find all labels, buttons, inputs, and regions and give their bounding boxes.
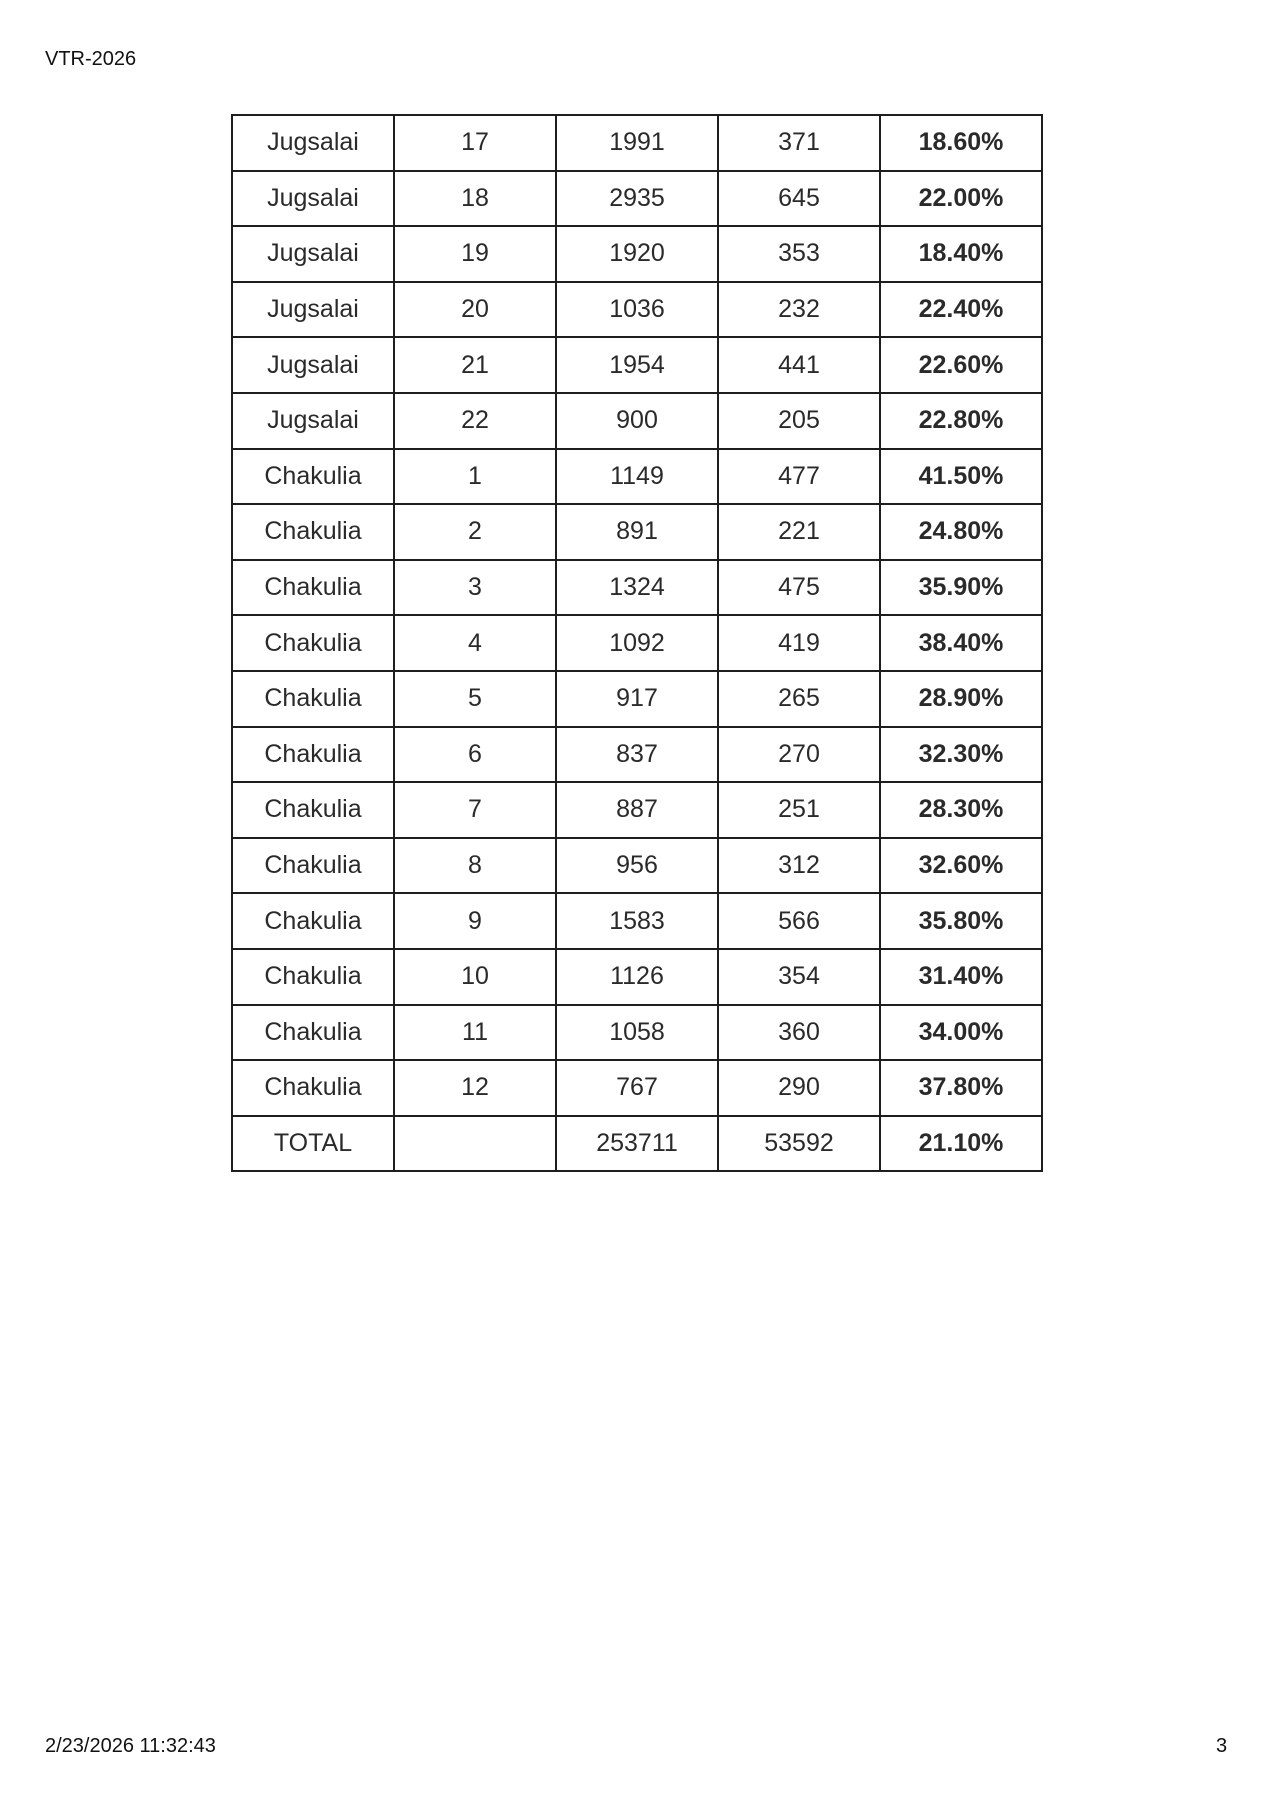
cell-count: 475 bbox=[718, 560, 880, 616]
cell-block: Chakulia bbox=[232, 560, 394, 616]
cell-percent: 18.60% bbox=[880, 115, 1042, 171]
cell-number: 19 bbox=[394, 226, 556, 282]
cell-total: 837 bbox=[556, 727, 718, 783]
cell-block: Chakulia bbox=[232, 615, 394, 671]
cell-percent: 22.40% bbox=[880, 282, 1042, 338]
cell-block: Jugsalai bbox=[232, 282, 394, 338]
cell-number: 20 bbox=[394, 282, 556, 338]
cell-number: 8 bbox=[394, 838, 556, 894]
cell-count: 265 bbox=[718, 671, 880, 727]
table-row bbox=[232, 115, 1042, 171]
cell-count: 221 bbox=[718, 504, 880, 560]
cell-count: 566 bbox=[718, 893, 880, 949]
cell-block: Jugsalai bbox=[232, 171, 394, 227]
cell-count: 419 bbox=[718, 615, 880, 671]
cell-count: 354 bbox=[718, 949, 880, 1005]
cell-block: Chakulia bbox=[232, 1005, 394, 1061]
cell-number: 12 bbox=[394, 1060, 556, 1116]
table-row bbox=[232, 282, 1042, 338]
cell-block: Chakulia bbox=[232, 449, 394, 505]
cell-total: 1920 bbox=[556, 226, 718, 282]
table-total-row bbox=[232, 1116, 1042, 1172]
cell-total: 1583 bbox=[556, 893, 718, 949]
table-row bbox=[232, 782, 1042, 838]
document-header-title: VTR-2026 bbox=[45, 48, 137, 70]
cell-percent: 22.00% bbox=[880, 171, 1042, 227]
table-row bbox=[232, 1005, 1042, 1061]
cell-total: 900 bbox=[556, 393, 718, 449]
cell-count: 290 bbox=[718, 1060, 880, 1116]
table-row bbox=[232, 560, 1042, 616]
cell-count: 645 bbox=[718, 171, 880, 227]
cell-percent: 18.40% bbox=[880, 226, 1042, 282]
cell-count: 270 bbox=[718, 727, 880, 783]
cell-number: 7 bbox=[394, 782, 556, 838]
total-count: 53592 bbox=[718, 1116, 880, 1172]
cell-total: 1991 bbox=[556, 115, 718, 171]
cell-percent: 32.30% bbox=[880, 727, 1042, 783]
cell-block: Jugsalai bbox=[232, 337, 394, 393]
table-row bbox=[232, 504, 1042, 560]
cell-total: 887 bbox=[556, 782, 718, 838]
table-row bbox=[232, 615, 1042, 671]
cell-count: 371 bbox=[718, 115, 880, 171]
cell-number: 4 bbox=[394, 615, 556, 671]
cell-percent: 22.80% bbox=[880, 393, 1042, 449]
cell-block: Chakulia bbox=[232, 893, 394, 949]
cell-number: 22 bbox=[394, 393, 556, 449]
cell-count: 360 bbox=[718, 1005, 880, 1061]
cell-count: 232 bbox=[718, 282, 880, 338]
cell-percent: 37.80% bbox=[880, 1060, 1042, 1116]
footer-timestamp: 2/23/2026 11:32:43 bbox=[45, 1735, 216, 1757]
cell-block: Chakulia bbox=[232, 949, 394, 1005]
table-row bbox=[232, 838, 1042, 894]
total-sum: 253711 bbox=[556, 1116, 718, 1172]
total-number bbox=[394, 1116, 556, 1172]
table-row bbox=[232, 1060, 1042, 1116]
cell-block: Chakulia bbox=[232, 671, 394, 727]
cell-block: Jugsalai bbox=[232, 115, 394, 171]
cell-total: 1324 bbox=[556, 560, 718, 616]
cell-number: 10 bbox=[394, 949, 556, 1005]
cell-total: 956 bbox=[556, 838, 718, 894]
cell-number: 5 bbox=[394, 671, 556, 727]
cell-block: Chakulia bbox=[232, 727, 394, 783]
table-body bbox=[232, 115, 1042, 1171]
table-row bbox=[232, 337, 1042, 393]
cell-number: 18 bbox=[394, 171, 556, 227]
cell-count: 312 bbox=[718, 838, 880, 894]
cell-percent: 41.50% bbox=[880, 449, 1042, 505]
cell-block: Jugsalai bbox=[232, 393, 394, 449]
cell-block: Chakulia bbox=[232, 504, 394, 560]
cell-number: 9 bbox=[394, 893, 556, 949]
cell-percent: 28.30% bbox=[880, 782, 1042, 838]
cell-percent: 28.90% bbox=[880, 671, 1042, 727]
cell-number: 11 bbox=[394, 1005, 556, 1061]
table-row bbox=[232, 893, 1042, 949]
cell-block: Chakulia bbox=[232, 1060, 394, 1116]
cell-percent: 38.40% bbox=[880, 615, 1042, 671]
cell-count: 353 bbox=[718, 226, 880, 282]
cell-number: 21 bbox=[394, 337, 556, 393]
table-row bbox=[232, 727, 1042, 783]
cell-count: 251 bbox=[718, 782, 880, 838]
cell-count: 477 bbox=[718, 449, 880, 505]
cell-percent: 35.90% bbox=[880, 560, 1042, 616]
cell-number: 3 bbox=[394, 560, 556, 616]
cell-total: 1092 bbox=[556, 615, 718, 671]
cell-total: 1036 bbox=[556, 282, 718, 338]
table-row bbox=[232, 449, 1042, 505]
table-row bbox=[232, 393, 1042, 449]
table-row bbox=[232, 949, 1042, 1005]
table-row bbox=[232, 171, 1042, 227]
cell-percent: 24.80% bbox=[880, 504, 1042, 560]
cell-total: 1149 bbox=[556, 449, 718, 505]
cell-percent: 35.80% bbox=[880, 893, 1042, 949]
cell-total: 2935 bbox=[556, 171, 718, 227]
cell-total: 917 bbox=[556, 671, 718, 727]
cell-total: 1126 bbox=[556, 949, 718, 1005]
total-label: TOTAL bbox=[232, 1116, 394, 1172]
cell-number: 2 bbox=[394, 504, 556, 560]
cell-percent: 22.60% bbox=[880, 337, 1042, 393]
cell-block: Chakulia bbox=[232, 838, 394, 894]
cell-number: 6 bbox=[394, 727, 556, 783]
cell-total: 1954 bbox=[556, 337, 718, 393]
cell-total: 1058 bbox=[556, 1005, 718, 1061]
table-row bbox=[232, 226, 1042, 282]
cell-total: 891 bbox=[556, 504, 718, 560]
table-row bbox=[232, 671, 1042, 727]
cell-block: Chakulia bbox=[232, 782, 394, 838]
page-number: 3 bbox=[1216, 1735, 1228, 1757]
cell-percent: 32.60% bbox=[880, 838, 1042, 894]
cell-count: 205 bbox=[718, 393, 880, 449]
cell-count: 441 bbox=[718, 337, 880, 393]
cell-percent: 34.00% bbox=[880, 1005, 1042, 1061]
cell-number: 17 bbox=[394, 115, 556, 171]
total-percent: 21.10% bbox=[880, 1116, 1042, 1172]
data-table bbox=[231, 114, 1043, 1172]
cell-number: 1 bbox=[394, 449, 556, 505]
cell-percent: 31.40% bbox=[880, 949, 1042, 1005]
cell-total: 767 bbox=[556, 1060, 718, 1116]
cell-block: Jugsalai bbox=[232, 226, 394, 282]
